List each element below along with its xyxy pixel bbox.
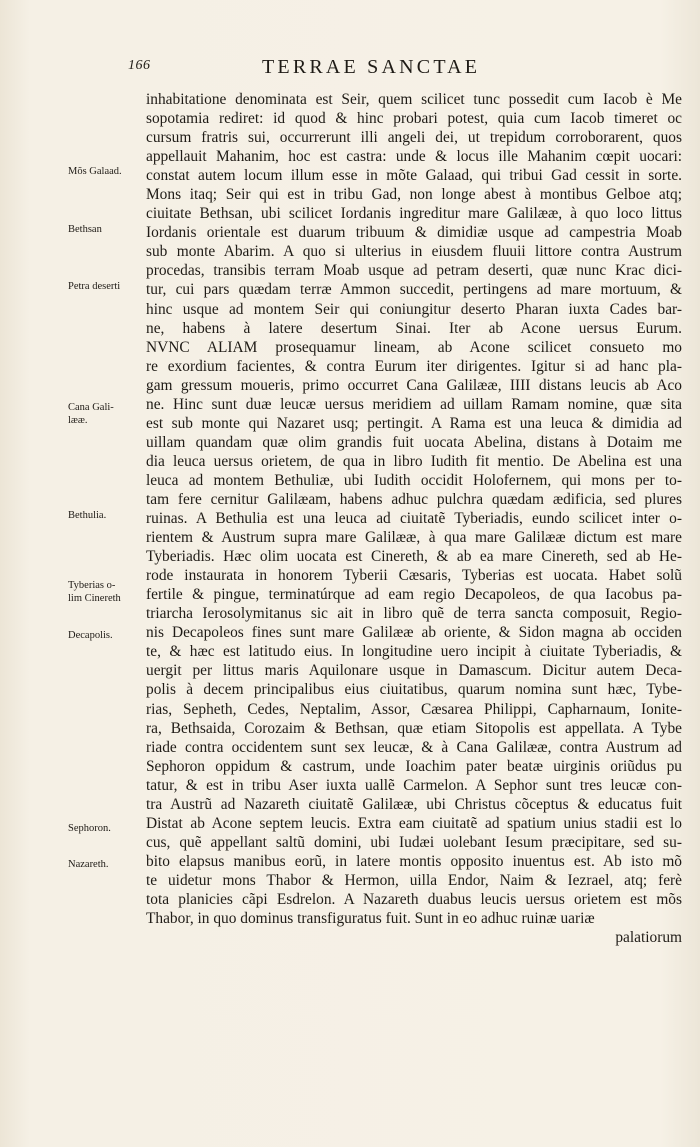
text-line: te, & hæc est latitudo eius. In longitudine uero incipit à ciuitate Tyberiadis, & (146, 643, 682, 661)
text-line: nis Decapoleos fines sunt mare Galilææ ab oriente, & Sidon magna ab occiden (146, 624, 682, 642)
text-line: tam fere cernitur Galilæam, habens adhuc pulchra quædam ædificia, sed plures (146, 490, 682, 508)
running-head: TERRAE SANCTAE (262, 56, 481, 78)
text-line: rode instaurata in honorem Tyberii Cæsaris, Tyberias est uocata. Habet solũ (146, 567, 682, 585)
text-line: cursum fratris sui, occurrerunt illi angeli dei, ut trepidum corroborarent, quos (146, 129, 682, 147)
text-line: rias, Sepheth, Cedes, Neptalim, Assor, Cæsarea Philippi, Capharnaum, Ionite- (146, 700, 682, 718)
margin-note-sephoron: Sephoron. (68, 823, 111, 834)
text-line: rientem & Austrum supra mare Galilææ, à qua mare Galilææ dictum est mare (146, 529, 682, 547)
text-line: hinc usque ad montem Seir qui coniungitur deserto Pharan iuxta Cades bar- (146, 300, 682, 318)
text-line: ciuitate Bethsan, ubi scilicet Iordanis ingreditur mare Galilææ, à quo loco littus (146, 205, 682, 223)
text-line: appellauit Mahanim, hoc est castra: unde & locus ille Mahanim cœpit uocari: (146, 148, 682, 166)
text-line: Mons itaq; Seir qui est in tribu Gad, non longe abest à montibus Gelboe atq; (146, 186, 682, 204)
text-line: Sephoron oppidum & castrum, unde Ioachim pater beatæ uirginis oriũdus pu (146, 757, 682, 775)
margin-note-decapolis: Decapolis. (68, 630, 113, 641)
text-line: Iordanis orientale est duarum tribuum & dimidiæ usque ad campestria Moab (146, 224, 682, 242)
text-line: inhabitatione denominata est Seir, quem scilicet tunc possedit cum Iacob è Me (146, 91, 682, 108)
text-line: ruinas. A Bethulia est una leuca ad ciuitatẽ Tyberiadis, eundo scilicet inter o- (146, 510, 682, 528)
text-line: tota planicies cãpi Esdrelon. A Nazareth duabus leucis uersus orietem est mõs (146, 890, 682, 908)
text-line: leuca ad montem Bethuliæ, ubi Iudith occidit Holofernem, qui mons per to- (146, 471, 682, 489)
margin-note-bethsan: Bethsan (68, 224, 102, 235)
text-line: Distat ab Acone septem leucis. Extra eam ciuitatẽ ad spatium unius stadii est lo (146, 814, 682, 832)
margin-note-tyberias-1: Tyberias o- (68, 580, 116, 591)
margin-note-cana-galilaeae-1: Cana Gali- (68, 402, 114, 413)
text-line: uillam quandam quæ olim grandis fuit uocata Abelina, distans à Dotaim me (146, 433, 682, 451)
margin-note-petra-deserti: Petra deserti (68, 281, 121, 292)
text-line: Tyberiadis. Hæc olim uocata est Cinereth, & ab ea mare Cinereth, sed ab He- (146, 548, 682, 566)
text-line: ra, Bethsaida, Corozaim & Bethsan, quæ etiam Sitopolis est appellata. A Tybe (146, 719, 682, 737)
text-line: re exordium facientes, & contra Eurum iter dirigentes. Igitur si ad hanc pla- (146, 357, 682, 375)
margin-note-tyberias-2: lim Cinereth (68, 593, 121, 604)
text-line: tur, cui pars quædam terræ Ammon succedit, pertingens ad mare mortuum, & (146, 281, 682, 299)
page-number: 166 (128, 58, 151, 73)
text-line-section-start: NVNC ALIAM prosequamur lineam, ab Acone scilicet consueto mo (146, 338, 682, 356)
text-line: bito elapsus manibus eorũ, in latere montis opposito inuentus est. Ab isto mõ (146, 852, 682, 870)
text-line: tra Austrũ ad Nazareth ciuitatẽ Galilææ, ubi Christus cõceptus & educatus fuit (146, 795, 682, 813)
margin-note-cana-galilaeae-2: lææ. (68, 415, 88, 426)
text-line: uergit per littus maris Aquilonare usque in Damascum. Dicitur autem Deca- (146, 662, 682, 680)
margin-note-mons-galaad: Mõs Galaad. (68, 166, 122, 177)
text-line: procedas, transibis terram Moab usque ad petram deserti, quæ nunc Krac dici- (146, 262, 682, 280)
text-line: cus, quẽ appellant saltũ domini, ubi Iudæi uolebant Iesum præcipitare, sed su- (146, 833, 682, 851)
text-line: est sub monte qui Nazaret usq; pertingit. A Rama est una leuca & dimidia ad (146, 414, 682, 432)
text-line: dia leuca uersus orietem, de qua in libro Iudith fit mentio. De Abelina est una (146, 452, 682, 470)
text-line: gam gressum moueris, primo occurret Cana Galilææ, IIII distans leucis ab Aco (146, 376, 682, 394)
body-text (146, 90, 682, 947)
text-line: Thabor, in quo dominus transfiguratus fuit. Sunt in eo adhuc ruinæ uariæ (146, 910, 595, 928)
text-line: ne. Hinc sunt duæ leucæ uersus meridiem ad uillam Ramam nomine, quæ sita (146, 395, 682, 413)
text-line: sopotamia rediret: id quod & hinc probari potest, quia cum Iacob timeret oc (146, 110, 682, 128)
text-line: triarcha Ierosolymitanus sic ait in libro quẽ de terra sancta composuit, Regio- (146, 605, 682, 623)
margin-note-nazareth: Nazareth. (68, 859, 109, 870)
text-line: tatur, & est in tribu Aser iuxta uallẽ Carmelon. A Sephor sunt tres leucæ con- (146, 776, 682, 794)
text-line: sub monte Abarim. A quo si ulterius in eiusdem fluuii littore contra Austrum (146, 243, 682, 261)
text-line: fertile & pingue, terminatúrque ad eam regio Decapoleos, de qua Iacobus pa- (146, 586, 682, 604)
text-line: riade contra occidentem sunt sex leucæ, & à Cana Galilææ, contra Austrum ad (146, 738, 682, 756)
margin-note-bethulia: Bethulia. (68, 510, 107, 521)
catchword: palatiorum (615, 929, 682, 947)
text-line-section-heading: ne, habens à latere desertum Sinai. Iter ab Acone uersus Eurum. (146, 319, 682, 337)
text-line: te uidetur mons Thabor & Hermon, uilla Endor, Naim & Iezrael, atq; ferè (146, 871, 682, 889)
text-line: constat autem locum illum esse in mõte Galaad, qui tribui Gad cessit in sorte. (146, 167, 682, 185)
text-line: polis à decem principalibus eius ciuitatibus, quarum nomina sunt hæc, Tybe- (146, 681, 682, 699)
